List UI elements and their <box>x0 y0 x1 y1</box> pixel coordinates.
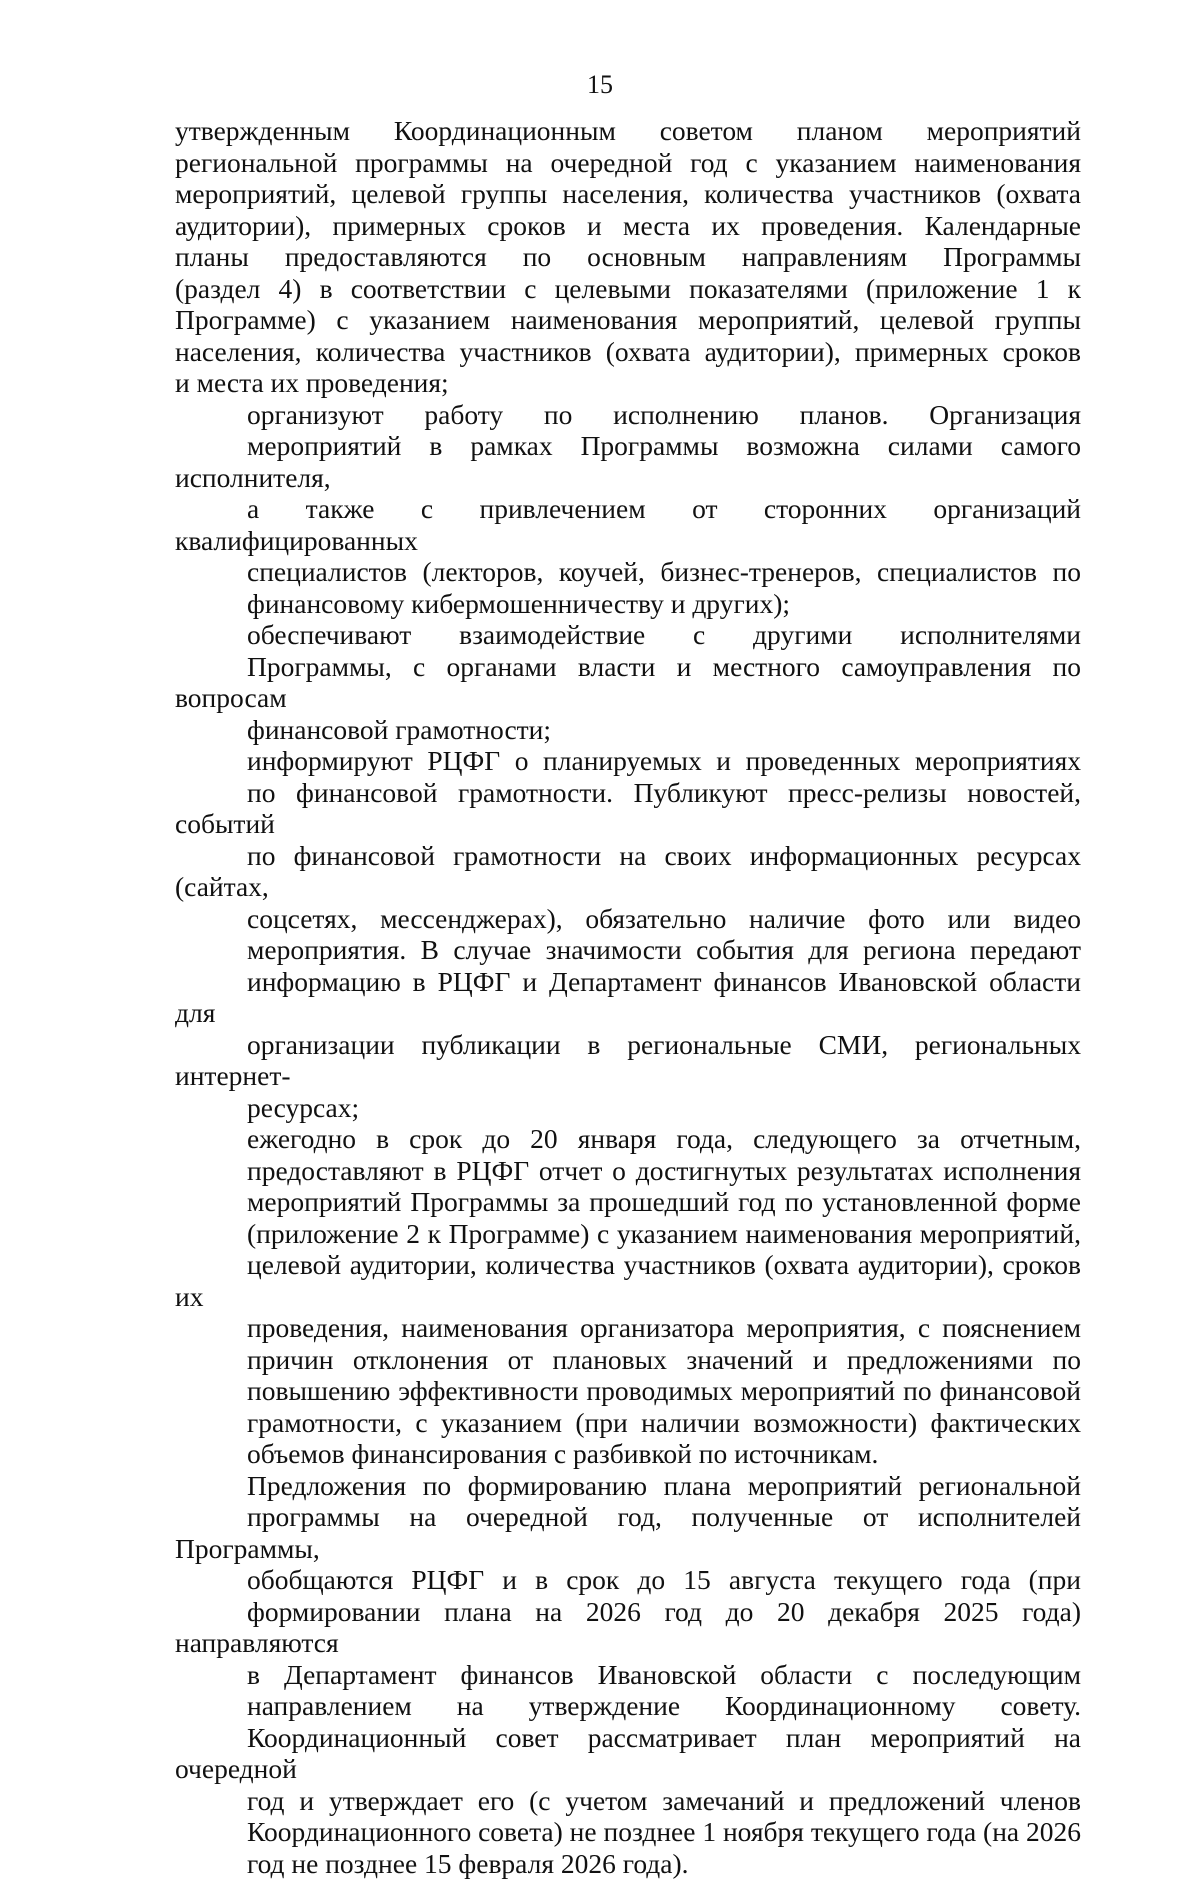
text-line: информируют РЦФГ о планируемых и проведенных мероприятиях <box>175 745 1081 777</box>
text-line: грамотности, с указанием (при наличии возможности) фактических <box>175 1407 1081 1439</box>
paragraph <box>175 115 1081 399</box>
text-line: информацию в РЦФГ и Департамент финансов Ивановской области для <box>175 966 1081 1029</box>
text-line: организации публикации в региональные СМИ, региональных интернет- <box>175 1029 1081 1092</box>
text-line: планы предоставляются по основным направлениям Программы <box>175 241 1081 273</box>
text-line: мероприятий, целевой группы населения, количества участников (охвата <box>175 178 1081 210</box>
paragraph <box>175 399 1081 620</box>
paragraph <box>175 1123 1081 1470</box>
text-line: причин отклонения от плановых значений и предложениями по <box>175 1344 1081 1376</box>
text-line: региональной программы на очередной год с указанием наименования <box>175 147 1081 179</box>
text-line: программы на очередной год, полученные от исполнителей Программы, <box>175 1501 1081 1564</box>
text-line: и места их проведения; <box>175 367 1081 399</box>
text-line: проведения, наименования организатора мероприятия, с пояснением <box>175 1312 1081 1344</box>
page-number: 15 <box>0 70 1200 100</box>
text-line: повышению эффективности проводимых мероприятий по финансовой <box>175 1375 1081 1407</box>
text-line: финансовой грамотности; <box>175 714 1081 746</box>
text-line: год и утверждает его (с учетом замечаний и предложений членов <box>175 1785 1081 1817</box>
text-line: ресурсах; <box>175 1092 1081 1124</box>
text-line: мероприятий Программы за прошедший год по установленной форме <box>175 1186 1081 1218</box>
paragraph <box>175 619 1081 745</box>
text-line: по финансовой грамотности. Публикуют пресс-релизы новостей, событий <box>175 777 1081 840</box>
text-line: Предложения по формированию плана мероприятий региональной <box>175 1470 1081 1502</box>
text-line: (приложение 2 к Программе) с указанием наименования мероприятий, <box>175 1218 1081 1250</box>
text-line: предоставляют в РЦФГ отчет о достигнутых результатах исполнения <box>175 1155 1081 1187</box>
text-line: целевой аудитории, количества участников (охвата аудитории), сроков их <box>175 1249 1081 1312</box>
text-line: в Департамент финансов Ивановской области с последующим <box>175 1659 1081 1691</box>
text-line: (раздел 4) в соответствии с целевыми показателями (приложение 1 к <box>175 273 1081 305</box>
text-line: Программы, с органами власти и местного самоуправления по вопросам <box>175 651 1081 714</box>
text-line: населения, количества участников (охвата аудитории), примерных сроков <box>175 336 1081 368</box>
text-line: утвержденным Координационным советом планом мероприятий <box>175 115 1081 147</box>
document-body <box>175 115 1081 1879</box>
text-line: Программе) с указанием наименования мероприятий, целевой группы <box>175 304 1081 336</box>
text-line: обобщаются РЦФГ и в срок до 15 августа текущего года (при <box>175 1564 1081 1596</box>
text-line: финансовому кибермошенничеству и других); <box>175 588 1081 620</box>
text-line: Координационного совета) не позднее 1 ноября текущего года (на 2026 <box>175 1816 1081 1848</box>
text-line: формировании плана на 2026 год до 20 декабря 2025 года) направляются <box>175 1596 1081 1659</box>
text-line: аудитории), примерных сроков и места их проведения. Календарные <box>175 210 1081 242</box>
text-line: по финансовой грамотности на своих информационных ресурсах (сайтах, <box>175 840 1081 903</box>
paragraph <box>175 1470 1081 1879</box>
text-line: ежегодно в срок до 20 января года, следующего за отчетным, <box>175 1123 1081 1155</box>
text-line: а также с привлечением от сторонних организаций квалифицированных <box>175 493 1081 556</box>
text-line: мероприятия. В случае значимости события для региона передают <box>175 934 1081 966</box>
text-line: объемов финансирования с разбивкой по источникам. <box>175 1438 1081 1470</box>
text-line: направлением на утверждение Координационному совету. <box>175 1690 1081 1722</box>
text-line: мероприятий в рамках Программы возможна силами самого исполнителя, <box>175 430 1081 493</box>
text-line: соцсетях, мессенджерах), обязательно наличие фото или видео <box>175 903 1081 935</box>
text-line: обеспечивают взаимодействие с другими исполнителями <box>175 619 1081 651</box>
text-line: год не позднее 15 февраля 2026 года). <box>175 1848 1081 1879</box>
text-line: Координационный совет рассматривает план мероприятий на очередной <box>175 1722 1081 1785</box>
text-line: организуют работу по исполнению планов. Организация <box>175 399 1081 431</box>
text-line: специалистов (лекторов, коучей, бизнес-тренеров, специалистов по <box>175 556 1081 588</box>
paragraph <box>175 745 1081 1123</box>
